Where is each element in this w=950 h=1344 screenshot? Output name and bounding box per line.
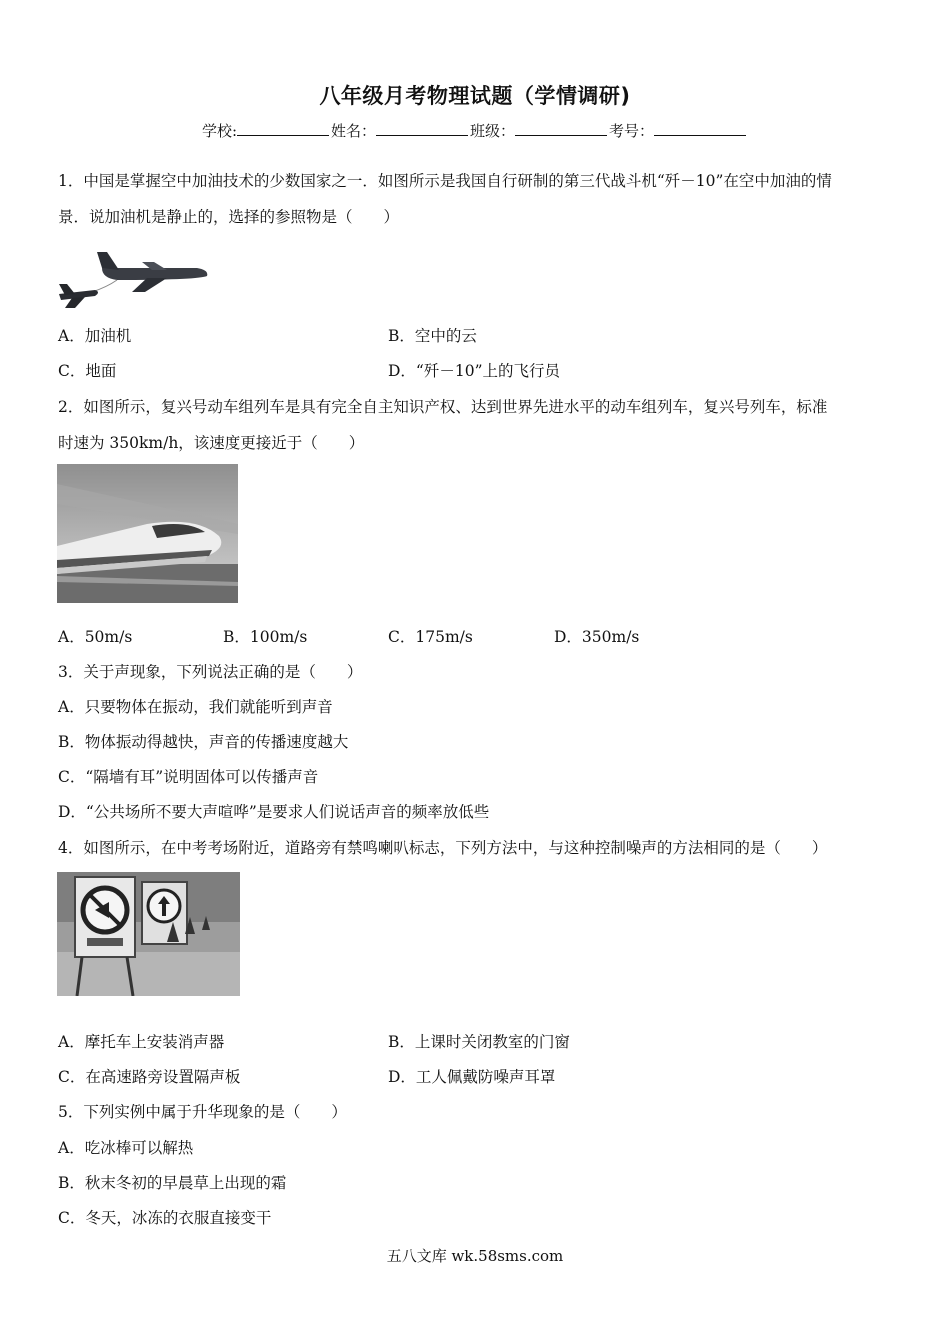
q3-option-a: A．只要物体在振动，我们就能听到声音 (58, 698, 333, 716)
no-horn-sign-photo (57, 872, 240, 996)
q2-option-c: C．175m/s (388, 628, 473, 646)
aerial-refueling-photo (57, 240, 212, 312)
q1-option-c: C．地面 (58, 362, 117, 380)
q1-stem-line1: 1．中国是掌握空中加油技术的少数国家之一．如图所示是我国自行研制的第三代战斗机“歼－10”在空中加油的情 (58, 172, 832, 190)
name-label: 姓名： (331, 122, 377, 140)
q3-option-d: D．“公共场所不要大声喧哗”是要求人们说话声音的频率放低些 (58, 803, 490, 821)
q2-stem-line1: 2．如图所示，复兴号动车组列车是具有完全自主知识产权、达到世界先进水平的动车组列车，复兴号列车，标准 (58, 398, 828, 416)
q4-option-c: C．在高速路旁设置隔声板 (58, 1068, 241, 1086)
q5-option-c: C．冬天，冰冻的衣服直接变干 (58, 1209, 272, 1227)
q4-stem: 4．如图所示，在中考考场附近，道路旁有禁鸣喇叭标志，下列方法中，与这种控制噪声的方法相同的是（ ） (58, 839, 828, 857)
page-footer: 五八文库 wk.58sms.com (386, 1247, 564, 1265)
high-speed-train-photo (57, 464, 238, 603)
q4-option-a: A．摩托车上安装消声器 (58, 1033, 225, 1051)
q1-option-b: B．空中的云 (388, 327, 477, 345)
school-label: 学校: (201, 122, 237, 140)
exam-no-blank (654, 121, 746, 136)
name-blank (376, 121, 468, 136)
q2-option-d: D．350m/s (554, 628, 640, 646)
q3-stem: 3．关于声现象，下列说法正确的是（ ） (58, 663, 363, 681)
q2-stem-line2: 时速为 350km/h，该速度更接近于（ ） (58, 434, 365, 452)
q2-option-a: A．50m/s (58, 628, 133, 646)
page-title: 八年级月考物理试题（学情调研) (319, 84, 631, 108)
class-blank (515, 121, 607, 136)
q1-option-a: A．加油机 (58, 327, 132, 345)
q3-option-b: B．物体振动得越快，声音的传播速度越大 (58, 733, 349, 751)
exam-no-label: 考号： (609, 122, 655, 140)
q5-stem: 5．下列实例中属于升华现象的是（ ） (58, 1103, 347, 1121)
q1-stem-line2: 景．说加油机是静止的，选择的参照物是（ ） (58, 208, 400, 226)
q2-option-b: B．100m/s (223, 628, 308, 646)
class-label: 班级： (470, 122, 516, 140)
student-info-line (0, 120, 950, 141)
q4-option-d: D．工人佩戴防噪声耳罩 (388, 1068, 556, 1086)
q1-option-d: D．“歼－10”上的飞行员 (388, 362, 560, 380)
q3-option-c: C．“隔墙有耳”说明固体可以传播声音 (58, 768, 319, 786)
school-blank (237, 121, 329, 136)
q5-option-a: A．吃冰棒可以解热 (58, 1139, 194, 1157)
q4-option-b: B．上课时关闭教室的门窗 (388, 1033, 570, 1051)
q5-option-b: B．秋末冬初的早晨草上出现的霜 (58, 1174, 287, 1192)
